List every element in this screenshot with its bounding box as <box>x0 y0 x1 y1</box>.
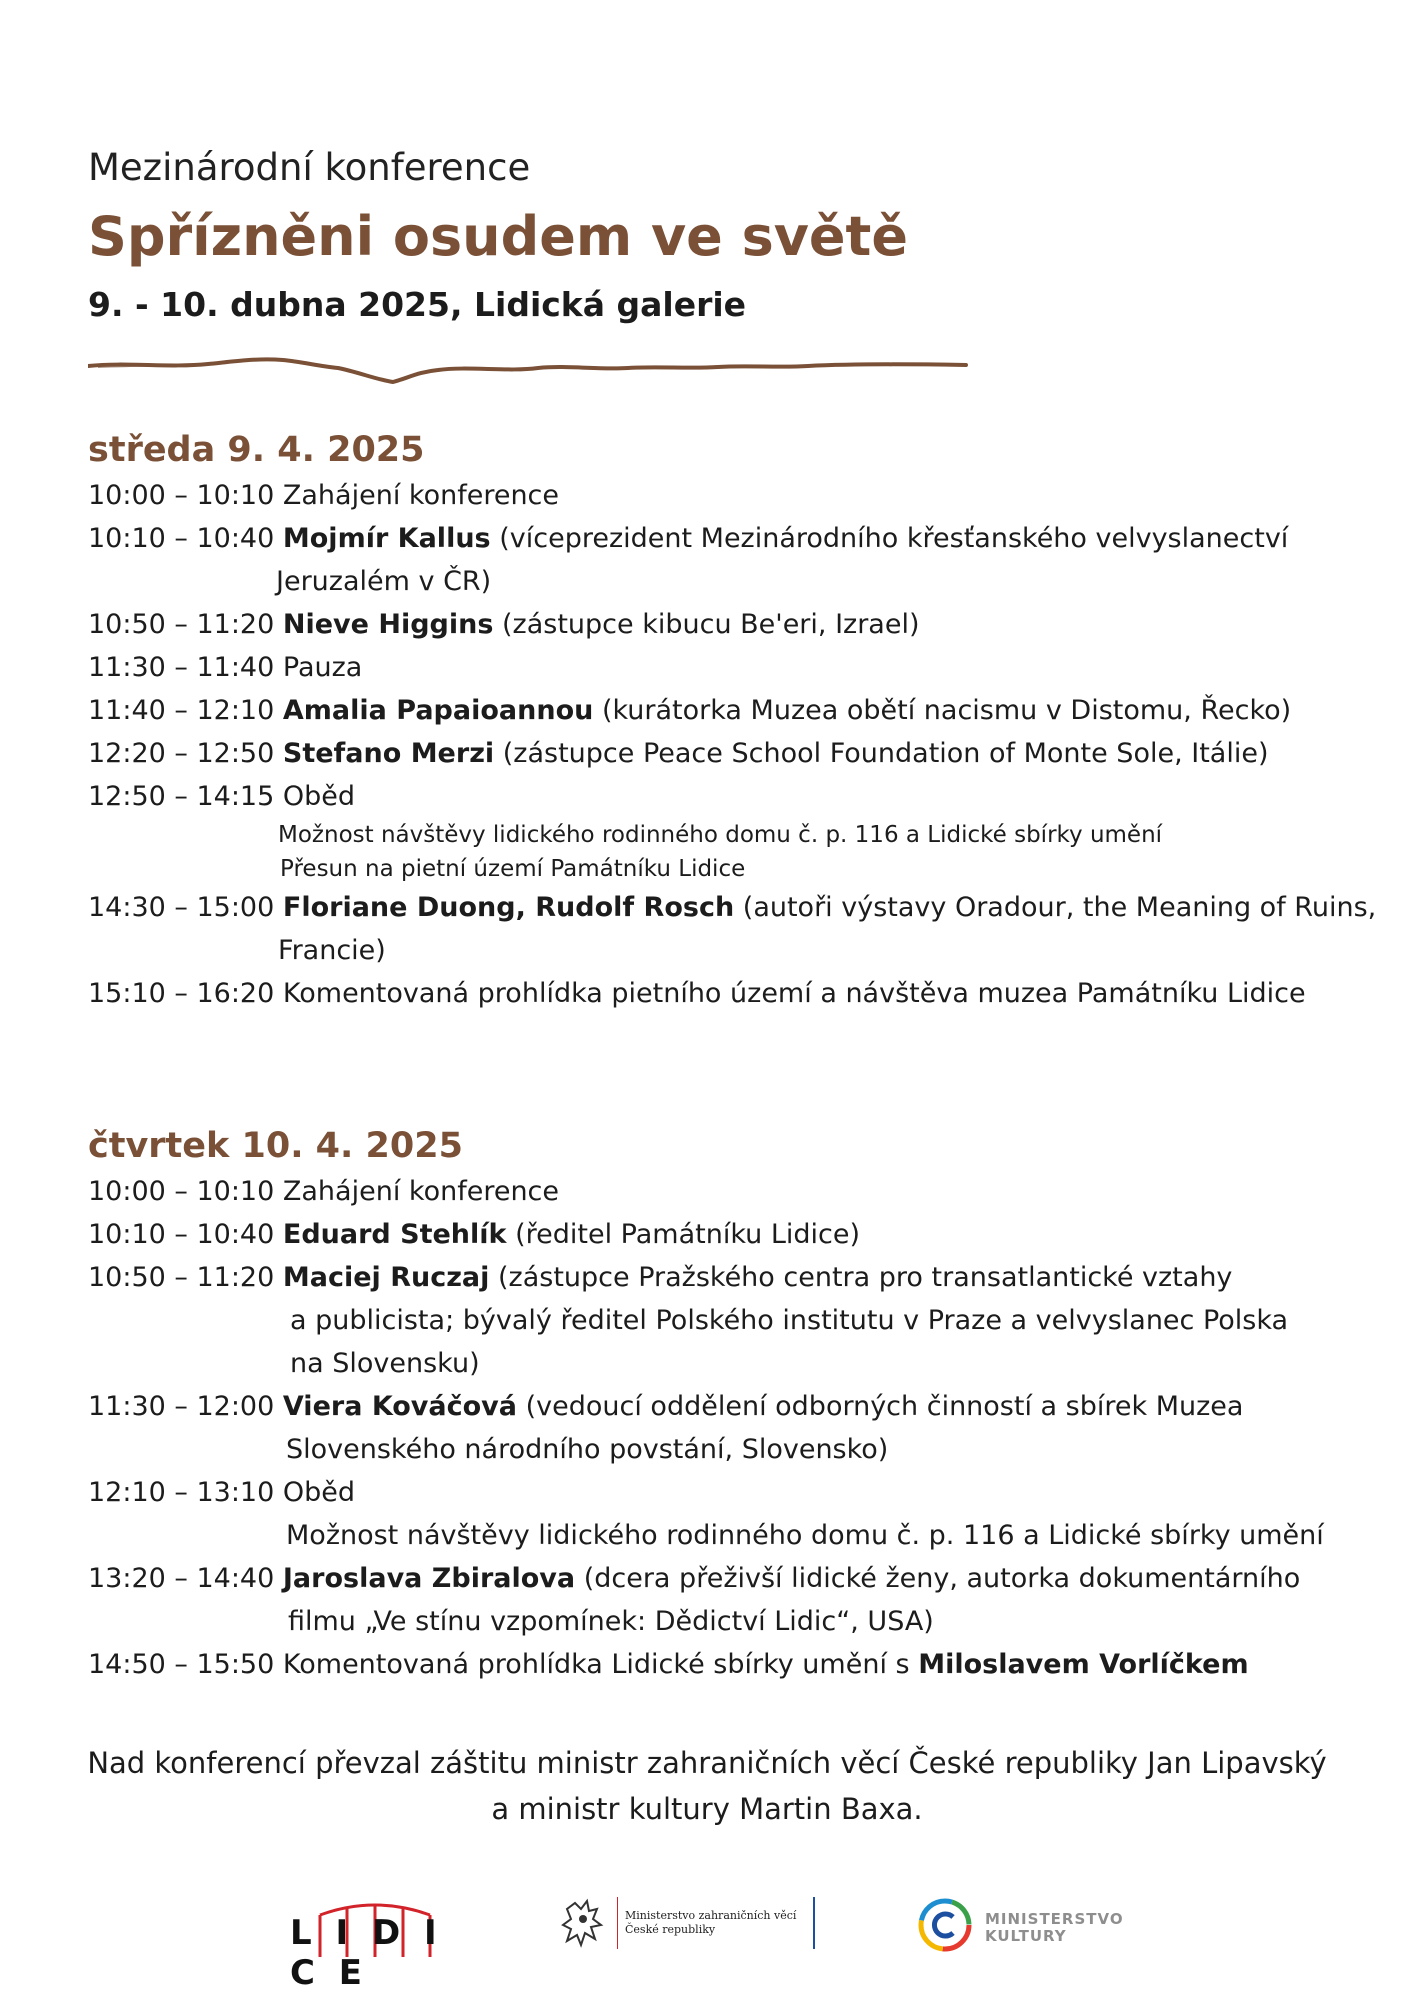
speaker-name: Eduard Stehlík <box>282 1219 507 1250</box>
schedule-row <box>88 972 1378 1015</box>
conference-kicker: Mezinárodní konference <box>88 146 531 189</box>
czech-lion-icon <box>555 1895 615 1955</box>
schedule-row-continuation: Slovenského národního povstání, Slovensko) <box>286 1434 889 1465</box>
schedule-row-continuation: na Slovensku) <box>290 1348 480 1379</box>
schedule-row <box>88 1170 1378 1213</box>
speaker-role: (dcera přeživší lidické ženy, autorka dokumentárního <box>583 1563 1301 1594</box>
schedule-row-continuation: filmu „Ve stínu vzpomínek: Dědictví Lidic“, USA) <box>288 1606 934 1637</box>
schedule-row <box>88 689 1378 732</box>
schedule-row <box>88 1213 1378 1256</box>
partner-logos <box>0 1885 1414 1993</box>
schedule-row <box>88 603 1378 646</box>
session-title: Oběd <box>282 1477 356 1508</box>
time-slot: 10:50 – 11:20 <box>88 609 275 640</box>
lidice-logo <box>290 1885 460 1993</box>
mk-line-2: KULTURY <box>985 1927 1067 1945</box>
schedule-row-continuation: a publicista; bývalý ředitel Polského institutu v Praze a velvyslanec Polska <box>290 1305 1289 1336</box>
time-slot: 14:50 – 15:50 <box>88 1649 275 1680</box>
conference-title: Spřízněni osudem ve světě <box>88 205 908 268</box>
time-slot: 14:30 – 15:00 <box>88 892 275 923</box>
schedule-row <box>88 1471 1378 1514</box>
time-slot: 11:40 – 12:10 <box>88 695 275 726</box>
patronage-statement <box>0 1740 1414 1832</box>
session-title: Komentovaná prohlídka Lidické sbírky umění s <box>282 1649 910 1680</box>
ministry-of-culture-logo <box>915 1895 1145 1965</box>
schedule-row <box>88 646 1378 689</box>
speaker-name: Stefano Merzi <box>282 738 495 769</box>
time-slot: 10:10 – 10:40 <box>88 1219 275 1250</box>
time-slot: 11:30 – 12:00 <box>88 1391 275 1422</box>
schedule-row <box>88 517 1378 560</box>
patronage-line-1: Nad konferencí převzal záštitu ministr zahraničních věcí České republiky Jan Lipavský <box>87 1746 1327 1780</box>
mk-line-1: MINISTERSTVO <box>985 1910 1124 1928</box>
schedule-row <box>88 1557 1378 1600</box>
time-slot: 10:10 – 10:40 <box>88 523 275 554</box>
mzv-divider <box>617 1897 618 1949</box>
schedule-row-continuation: Francie) <box>278 935 386 966</box>
speaker-name: Mojmír Kallus <box>282 523 491 554</box>
time-slot: 12:20 – 12:50 <box>88 738 275 769</box>
speaker-role: (vedoucí oddělení odborných činností a sbírek Muzea <box>525 1391 1244 1422</box>
culture-ring-icon <box>915 1895 975 1955</box>
session-title: Komentovaná prohlídka pietního území a návštěva muzea Památníku Lidice <box>282 978 1306 1009</box>
schedule-row <box>88 886 1378 929</box>
mzv-wordmark <box>625 1909 796 1937</box>
schedule-row <box>88 474 1378 517</box>
time-slot: 10:50 – 11:20 <box>88 1262 275 1293</box>
mzv-line-1: Ministerstvo zahraničních věcí <box>625 1909 797 1922</box>
time-slot: 15:10 – 16:20 <box>88 978 275 1009</box>
time-slot: 11:30 – 11:40 <box>88 652 275 683</box>
mzv-line-2: České republiky <box>625 1923 716 1936</box>
mzv-divider-right <box>813 1897 815 1949</box>
speaker-name: Floriane Duong, Rudolf Rosch <box>282 892 735 923</box>
session-title: Zahájení konference <box>282 1176 560 1207</box>
time-slot: 12:50 – 14:15 <box>88 781 275 812</box>
session-title: Pauza <box>282 652 363 683</box>
conference-dates: 9. - 10. dubna 2025, Lidická galerie <box>88 285 747 324</box>
speaker-role: (autoři výstavy Oradour, the Meaning of Ruins, <box>742 892 1377 923</box>
lidice-wordmark: L I D I C E <box>290 1913 443 1993</box>
session-title: Zahájení konference <box>282 480 560 511</box>
day2-schedule <box>88 1170 1378 1686</box>
day2-heading: čtvrtek 10. 4. 2025 <box>88 1126 463 1166</box>
schedule-row-continuation: Jeruzalém v ČR) <box>276 566 492 597</box>
time-slot: 12:10 – 13:10 <box>88 1477 275 1508</box>
speaker-role: (víceprezident Mezinárodního křesťanského velvyslanectví <box>499 523 1289 554</box>
mzv-logo <box>555 1895 825 1955</box>
speaker-role: (ředitel Památníku Lidice) <box>515 1219 861 1250</box>
speaker-name: Maciej Ruczaj <box>282 1262 490 1293</box>
day1-schedule <box>88 474 1378 1015</box>
speaker-role: (kurátorka Muzea obětí nacismu v Distomu, Řecko) <box>601 695 1292 726</box>
schedule-note: Přesun na pietní území Památníku Lidice <box>280 856 746 882</box>
mk-wordmark <box>985 1911 1124 1945</box>
day1-heading: středa 9. 4. 2025 <box>88 430 425 470</box>
schedule-row <box>88 775 1378 818</box>
time-slot: 10:00 – 10:10 <box>88 1176 275 1207</box>
brush-divider <box>88 350 968 390</box>
patronage-line-2: a ministr kultury Martin Baxa. <box>491 1792 923 1826</box>
time-slot: 13:20 – 14:40 <box>88 1563 275 1594</box>
schedule-note: Možnost návštěvy lidického rodinného domu č. p. 116 a Lidické sbírky umění <box>286 1520 1324 1551</box>
schedule-row <box>88 1643 1378 1686</box>
speaker-name: Amalia Papaioannou <box>282 695 594 726</box>
schedule-row <box>88 1256 1378 1299</box>
time-slot: 10:00 – 10:10 <box>88 480 275 511</box>
speaker-role: (zástupce Pražského centra pro transatlantické vztahy <box>498 1262 1233 1293</box>
schedule-row <box>88 1385 1378 1428</box>
schedule-note: Možnost návštěvy lidického rodinného domu č. p. 116 a Lidické sbírky umění <box>278 822 1163 848</box>
schedule-row <box>88 732 1378 775</box>
speaker-role: (zástupce kibucu Be'eri, Izrael) <box>502 609 920 640</box>
session-title: Oběd <box>282 781 356 812</box>
speaker-name: Jaroslava Zbiralova <box>282 1563 576 1594</box>
speaker-name: Viera Kováčová <box>282 1391 518 1422</box>
speaker-name: Nieve Higgins <box>282 609 494 640</box>
speaker-role: (zástupce Peace School Foundation of Monte Sole, Itálie) <box>502 738 1269 769</box>
speaker-name: Miloslavem Vorlíčkem <box>918 1649 1249 1680</box>
